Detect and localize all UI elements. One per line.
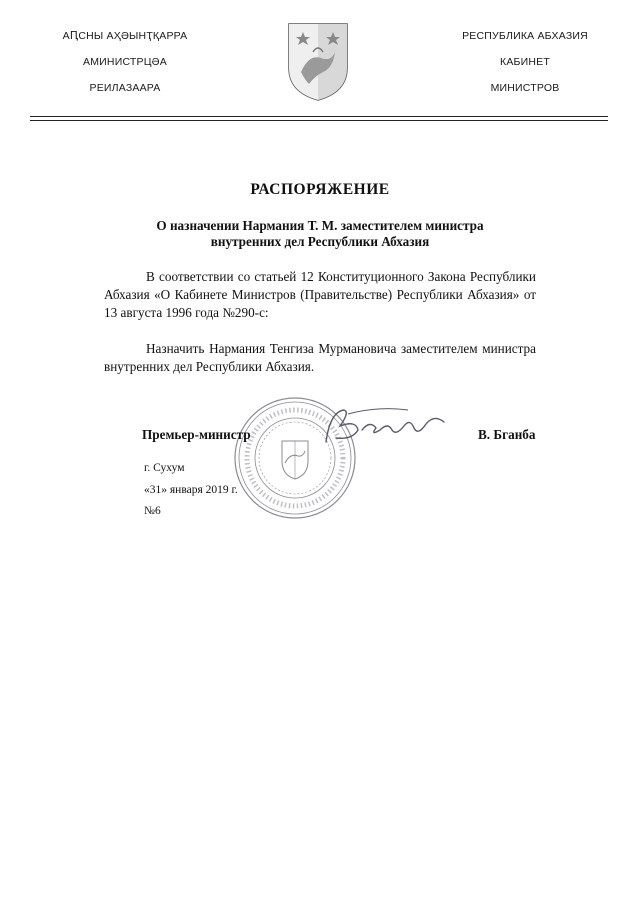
signatory-position: Премьер-министр — [142, 427, 251, 442]
header-right-line-3: МИНИСТРОВ — [490, 82, 560, 94]
header-left-line-2: АМИНИСТРЦӘА — [83, 56, 167, 68]
header-left-line-3: РЕИЛАЗААРА — [89, 82, 161, 94]
document-title: РАСПОРЯЖЕНИЕ — [250, 181, 390, 198]
header-right-line-2: КАБИНЕТ — [500, 56, 550, 68]
document-subject — [100, 218, 540, 250]
header-left-block — [30, 30, 220, 108]
header-right-line-1: РЕСПУБЛИКА АБХАЗИЯ — [462, 30, 588, 42]
body-paragraph-basis: В соответствии со статьей 12 Конституционного Закона Республики Абхазия «О Кабинете Министров (Правительстве) Республики Абхазия» от 13 августа 1996 года №290-с: — [104, 269, 536, 320]
signatory-name: В. Бганба — [478, 427, 536, 442]
document-place: г. Сухум — [144, 462, 185, 474]
subject-line-1: О назначении Нармания Т. М. заместителем министра — [156, 218, 484, 233]
header-divider-thick — [30, 116, 608, 117]
document-date: «31» января 2019 г. — [144, 484, 238, 496]
coat-of-arms-icon — [287, 22, 349, 102]
header-right-block — [430, 30, 620, 108]
header-left-line-1: АԤСНЫ АҲӘЫНҬҚАРРА — [62, 30, 188, 42]
document-number: №6 — [144, 505, 161, 517]
subject-line-2: внутренних дел Республики Абхазия — [210, 234, 430, 249]
header-divider-thin — [30, 120, 608, 121]
body-paragraph-appointment: Назначить Нармания Тенгиза Мурмановича заместителем министра внутренних дел Республики Абхазия. — [104, 341, 536, 374]
handwritten-signature — [318, 400, 453, 450]
